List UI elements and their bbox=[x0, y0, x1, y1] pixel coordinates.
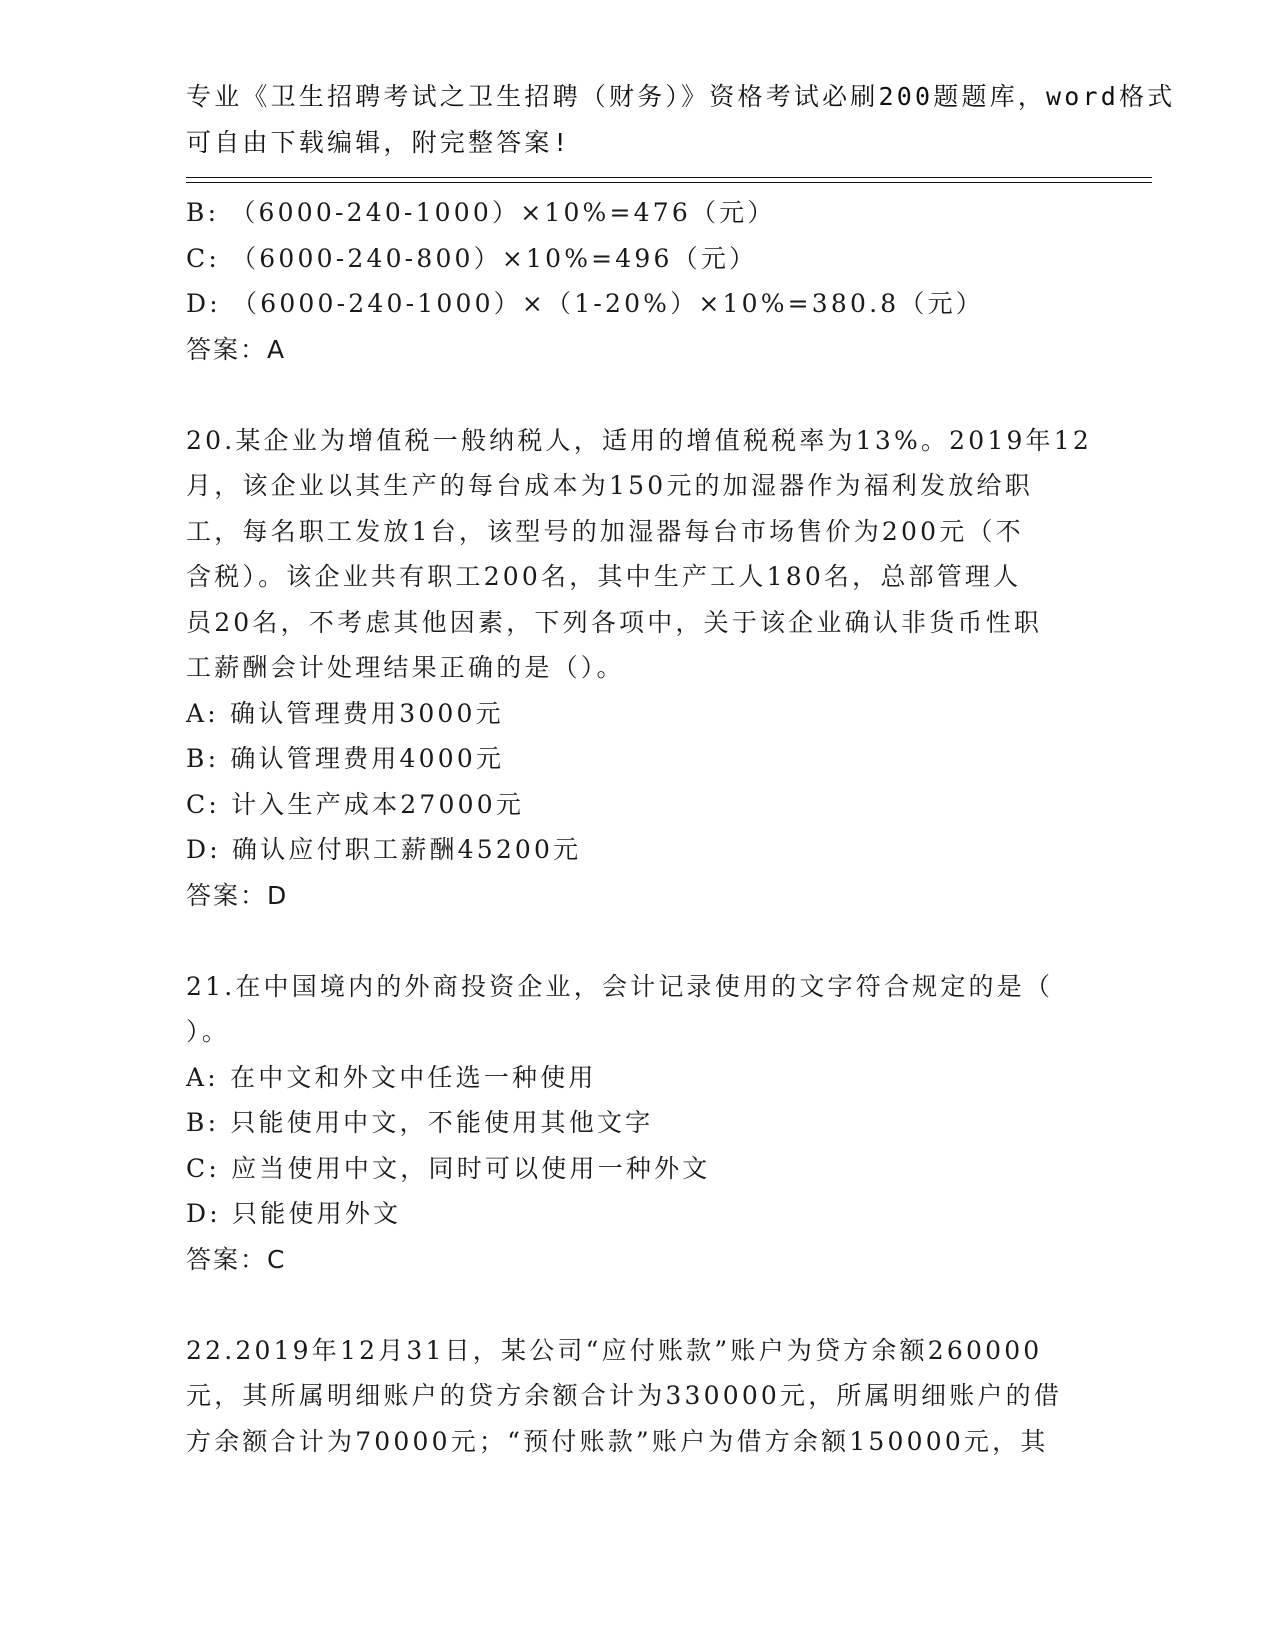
header-divider-top bbox=[186, 177, 1152, 178]
spacer bbox=[186, 1282, 1086, 1328]
question-22 bbox=[186, 1328, 1086, 1465]
question-stem-line: ）。 bbox=[186, 1017, 230, 1046]
question-stem-line: 方余额合计为70000元；“预付账款”账户为借方余额150000元，其 bbox=[186, 1426, 1049, 1456]
answer-label: 答案：D bbox=[186, 880, 289, 910]
page-header bbox=[186, 74, 1176, 165]
question-stem-line: 元，其所属明细账户的贷方余额合计为330000元，所属明细账户的借 bbox=[186, 1381, 1063, 1410]
option-b: B: （6000-240-1000）×10%=476（元） bbox=[186, 198, 776, 227]
option-a: A: 在中文和外文中任选一种使用 bbox=[186, 1062, 597, 1092]
option-b: B: 确认管理费用4000元 bbox=[186, 744, 505, 773]
header-title-line-2: 可自由下载编辑，附完整答案! bbox=[186, 127, 571, 157]
question-stem-line: 工薪酬会计处理结果正确的是（）。 bbox=[186, 653, 625, 682]
question-19 bbox=[186, 190, 1086, 372]
question-stem-line: 20.某企业为增值税一般纳税人，适用的增值税税率为13%。2019年12 bbox=[186, 425, 1092, 455]
spacer bbox=[186, 918, 1086, 964]
answer-label: 答案：A bbox=[186, 334, 287, 364]
option-d: D: 只能使用外文 bbox=[186, 1199, 402, 1228]
header-divider-bottom bbox=[186, 182, 1152, 183]
option-c: C: （6000-240-800）×10%=496（元） bbox=[186, 243, 758, 273]
spacer bbox=[186, 372, 1086, 418]
option-d: D: （6000-240-1000）×（1-20%）×10%=380.8（元） bbox=[186, 289, 984, 318]
question-20 bbox=[186, 418, 1092, 919]
option-c: C: 应当使用中文，同时可以使用一种外文 bbox=[186, 1153, 711, 1183]
option-d: D: 确认应付职工薪酬45200元 bbox=[186, 835, 582, 864]
answer-label: 答案：C bbox=[186, 1244, 287, 1274]
header-title-line-1: 专业《卫生招聘考试之卫生招聘（财务）》资格考试必刷200题题库，word格式 bbox=[186, 82, 1176, 111]
question-stem-line: 含税）。该企业共有职工200名，其中生产工人180名，总部管理人 bbox=[186, 562, 1022, 591]
question-21 bbox=[186, 964, 1086, 1283]
option-b: B: 只能使用中文，不能使用其他文字 bbox=[186, 1108, 654, 1137]
question-stem-line: 21.在中国境内的外商投资企业，会计记录使用的文字符合规定的是（ bbox=[186, 971, 1054, 1001]
option-c: C: 计入生产成本27000元 bbox=[186, 789, 525, 819]
question-stem-line: 22.2019年12月31日，某公司“应付账款”账户为贷方余额260000 bbox=[186, 1335, 1043, 1365]
question-stem-line: 工，每名职工发放1台，该型号的加湿器每台市场售价为200元（不 bbox=[186, 516, 1024, 546]
document-body bbox=[186, 190, 1092, 1464]
question-stem-line: 月，该企业以其生产的每台成本为150元的加湿器作为福利发放给职 bbox=[186, 471, 1033, 500]
question-stem-line: 员20名，不考虑其他因素，下列各项中，关于该企业确认非货币性职 bbox=[186, 607, 1043, 637]
option-a: A: 确认管理费用3000元 bbox=[186, 698, 504, 728]
